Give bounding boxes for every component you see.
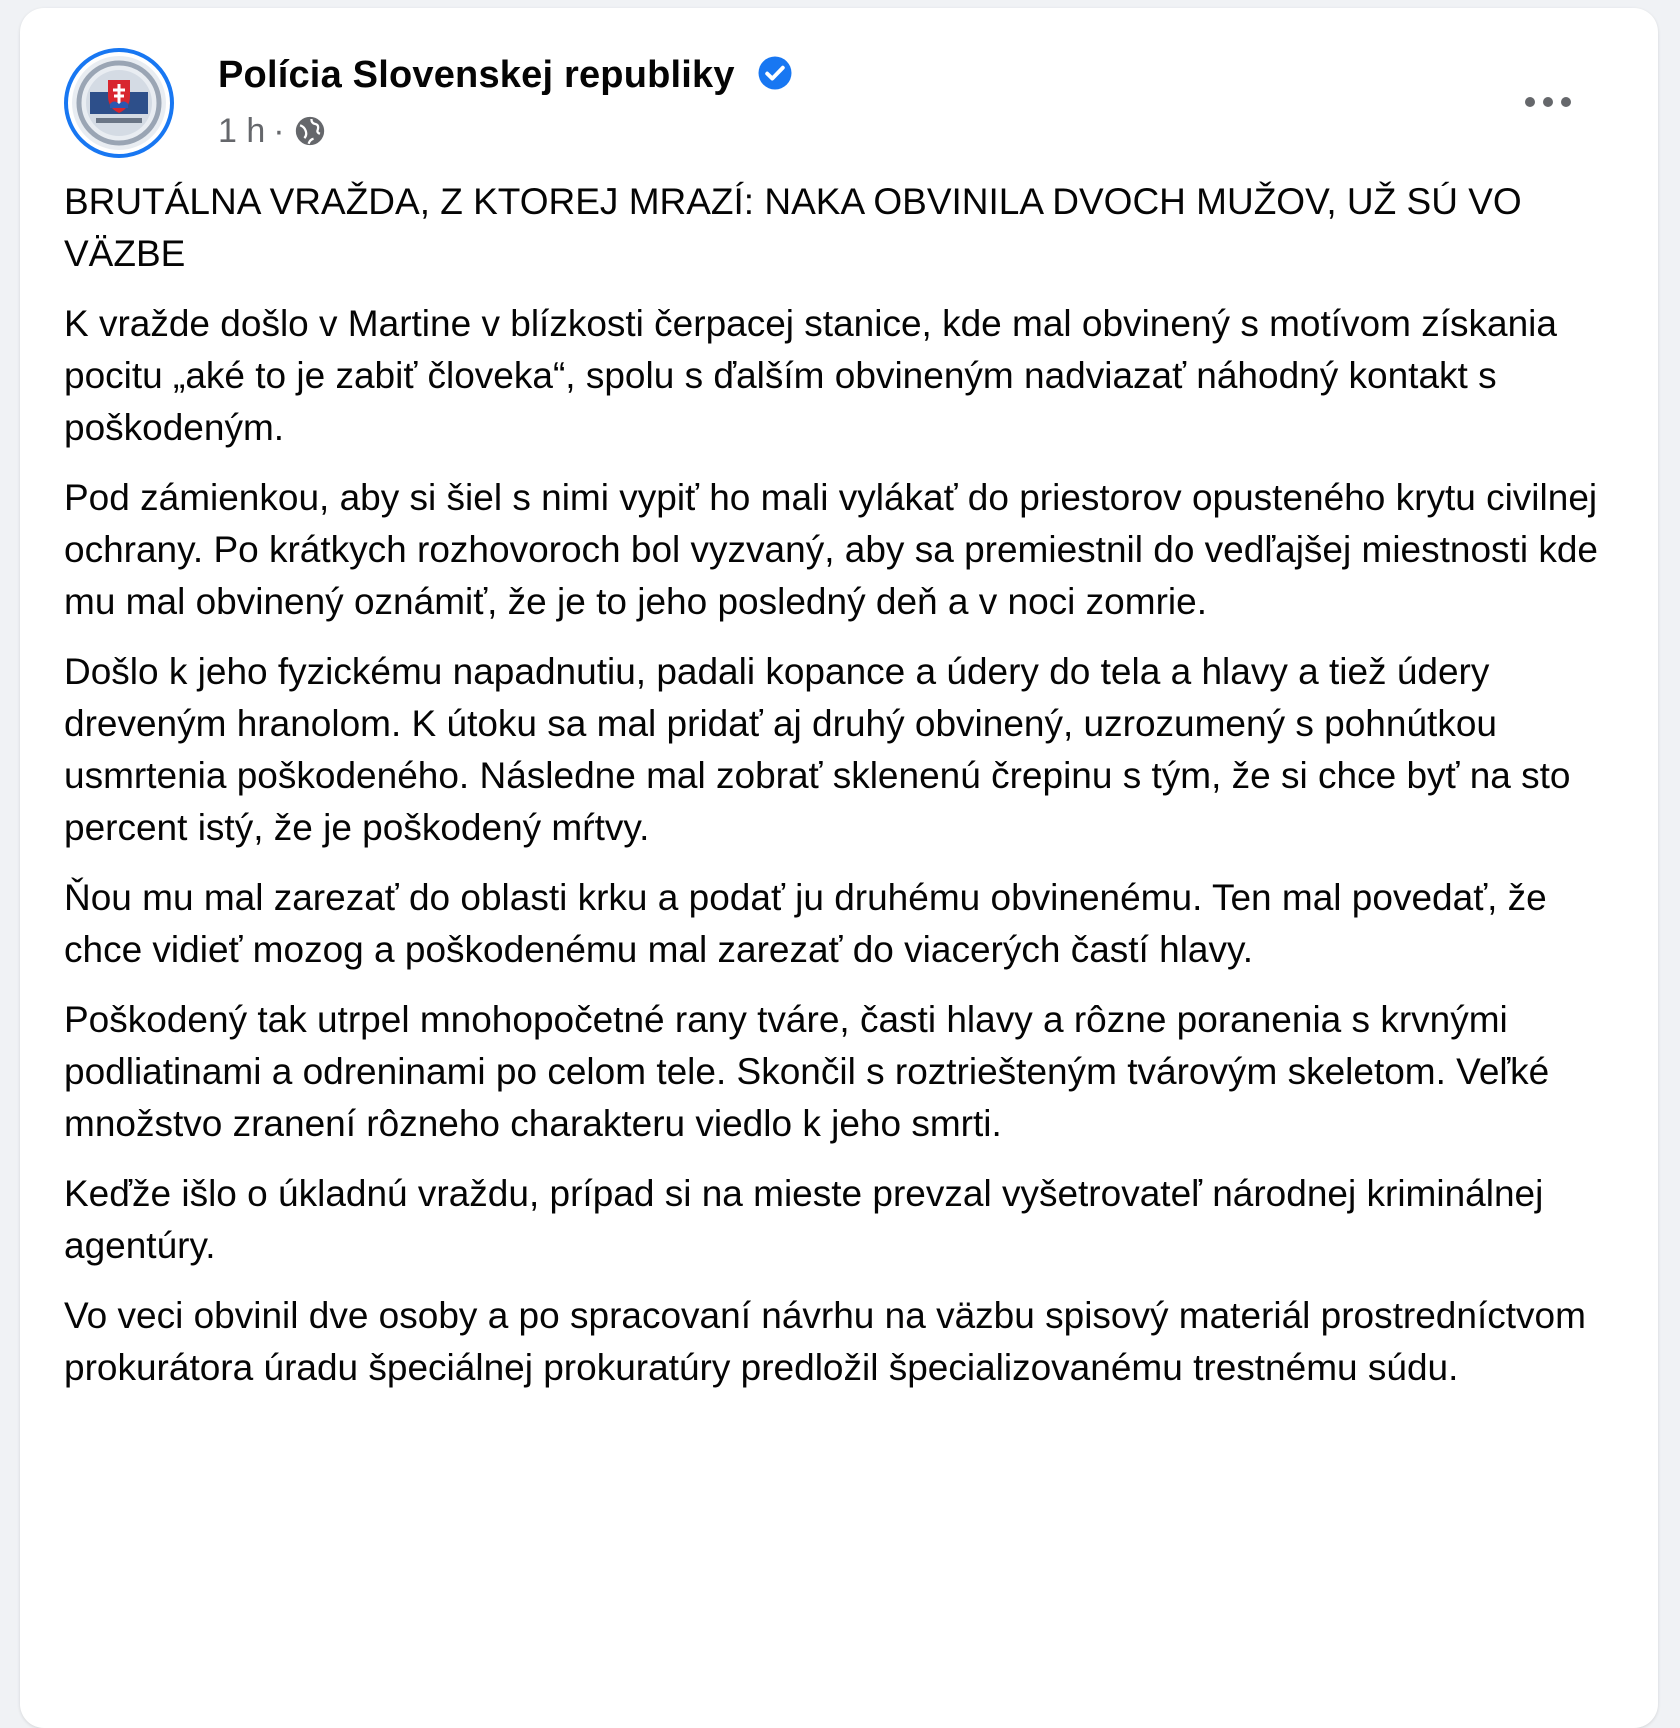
avatar[interactable] bbox=[64, 48, 174, 158]
post-title: BRUTÁLNA VRAŽDA, Z KTOREJ MRAZÍ: NAKA OBVINILA DVOCH MUŽOV, UŽ SÚ VO VÄZBE bbox=[64, 181, 1522, 274]
page-name[interactable] bbox=[218, 54, 793, 97]
more-options-icon[interactable] bbox=[1518, 82, 1578, 122]
post-paragraph: Vo veci obvinil dve osoby a po spracovaní návrhu na väzbu spisový materiál prostredníctvom prokurátora úradu špeciálnej prokuratúry predložil špecializovanému trestnému súdu. bbox=[64, 1295, 1586, 1388]
post-paragraph: Keďže išlo o úkladnú vraždu, prípad si na mieste prevzal vyšetrovateľ národnej kriminálnej agentúry. bbox=[64, 1173, 1544, 1266]
post-card bbox=[20, 8, 1658, 1728]
verified-badge-icon bbox=[757, 55, 793, 91]
post-body bbox=[64, 176, 1624, 1412]
post-paragraph: Došlo k jeho fyzickému napadnutiu, padali kopance a údery do tela a hlavy a tiež údery dreveným hranolom. K útoku sa mal pridať aj druhý obvinený, uzrozumený s pohnútkou usmrtenia poškodeného. Následne mal zobrať sklenenú črepinu s tým, že si chce byť na sto percent istý, že je poškodený mŕtvy. bbox=[64, 651, 1571, 848]
post-paragraph: Poškodený tak utrpel mnohopočetné rany tváre, časti hlavy a rôzne poranenia s krvnými podliatinami a odreninami po celom tele. Skončil s roztriešteným tvárovým skeletom. Veľké množstvo zranení rôzneho charakteru viedlo k jeho smrti. bbox=[64, 999, 1550, 1144]
post-meta bbox=[218, 112, 327, 151]
police-emblem-icon bbox=[68, 52, 170, 154]
globe-icon[interactable] bbox=[293, 114, 327, 148]
page-name-text[interactable]: Polícia Slovenskej republiky bbox=[218, 54, 735, 96]
post-paragraph: Pod zámienkou, aby si šiel s nimi vypiť ho mali vylákať do priestorov opusteného krytu civilnej ochrany. Po krátkych rozhovoroch bol vyzvaný, aby sa premiestnil do vedľajšej miestnosti kde mu mal obvinený oznámiť, že je to jeho posledný deň a v noci zomrie. bbox=[64, 477, 1598, 622]
post-paragraph: Ňou mu mal zarezať do oblasti krku a podať ju druhému obvinenému. Ten mal povedať, že chce vidieť mozog a poškodenému mal zarezať do viacerých častí hlavy. bbox=[64, 877, 1547, 970]
meta-separator: · bbox=[273, 112, 285, 150]
post-timestamp[interactable]: 1 h bbox=[218, 112, 266, 150]
post-paragraph: K vražde došlo v Martine v blízkosti čerpacej stanice, kde mal obvinený s motívom získania pocitu „aké to je zabiť človeka“, spolu s ďalším obvineným nadviazať náhodný kontakt s poškodeným. bbox=[64, 303, 1557, 448]
post-header bbox=[64, 42, 1618, 162]
